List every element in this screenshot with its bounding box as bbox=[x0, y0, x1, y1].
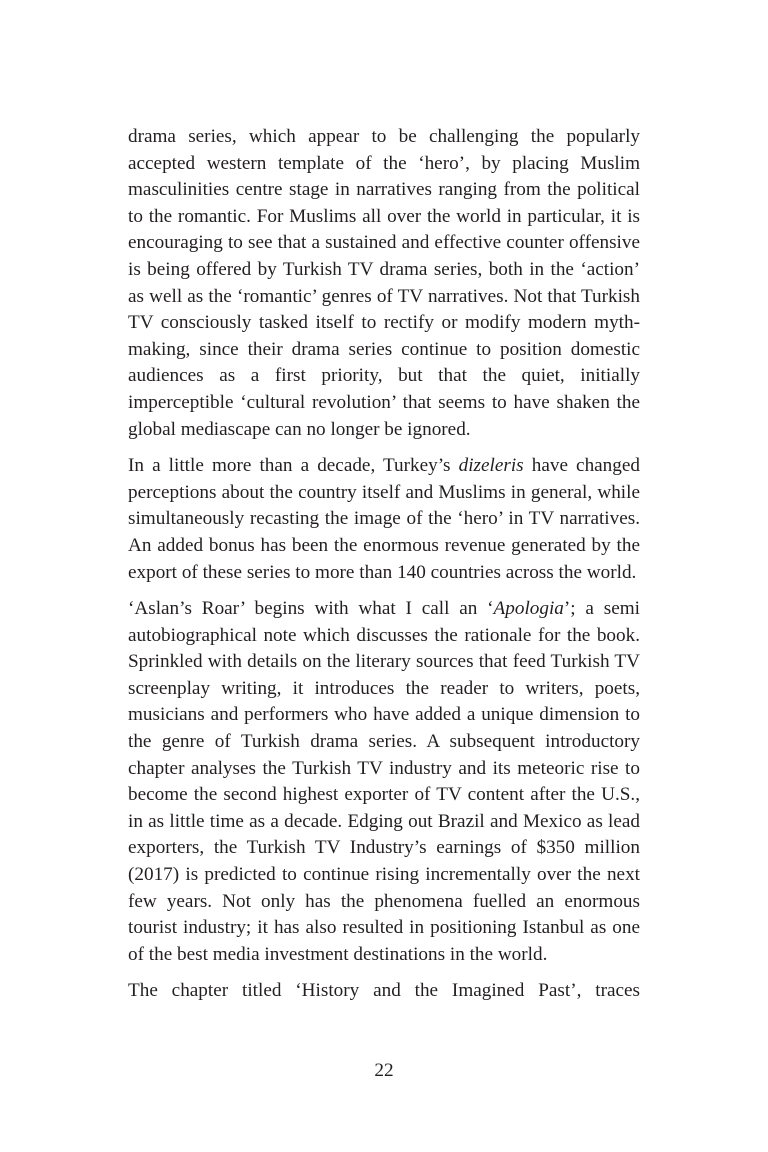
italic-term-dizeleris: dizeleris bbox=[458, 455, 524, 477]
page-number: 22 bbox=[374, 1060, 394, 1081]
paragraph-dizeleris bbox=[128, 453, 640, 586]
paragraph-history-chapter: The chapter titled ‘History and the Imagined Past’, traces bbox=[128, 980, 640, 1002]
body-text bbox=[128, 124, 640, 1005]
paragraph-aslans-roar bbox=[128, 596, 640, 968]
paragraph-intro: drama series, which appear to be challenging the popularly accepted western template of the ‘hero’, by placing Muslim masculinities centre stage in narratives ranging from the political to the romantic. For Muslims all over the world in particular, it is encouraging to see that a sustained and effective counter offensive is being offered by Turkish TV drama series, both in the ‘action’ as well as the ‘romantic’ genres of TV narratives. Not that Turkish TV consciously tasked itself to rectify or modify modern myth-making, since their drama series continue to position domestic audiences as a first priority, but that the quiet, initially imperceptible ‘cultural revolution’ that seems to have shaken the global mediascape can no longer be ignored. bbox=[128, 126, 640, 440]
paragraph-aslans-roar-after: ’; a semi autobiographical note which discusses the rationale for the book. Sprinkled with details on the literary sources that feed Turkish TV screenplay writing, it introduces the reader to writers, poets, musicians and performers who have added a unique dimension to the genre of Turkish drama series. A subsequent introductory chapter analyses the Turkish TV industry and its meteoric rise to become the second highest exporter of TV content after the U.S., in as little time as a decade. Edging out Brazil and Mexico as lead exporters, the Turkish TV Industry’s earnings of $350 million (2017) is predicted to continue rising incrementally over the next few years. Not only has the phenomena fuelled an enormous tourist industry; it has also resulted in positioning Istanbul as one of the best media investment destinations in the world. bbox=[128, 598, 640, 965]
paragraph-dizeleris-after: have changed perceptions about the country itself and Muslims in general, while simultaneously recasting the image of the ‘hero’ in TV narratives. An added bonus has been the enormous revenue generated by the export of these series to more than 140 countries across the world. bbox=[128, 455, 640, 583]
paragraph-dizeleris-before: In a little more than a decade, Turkey’s bbox=[128, 455, 459, 477]
paragraph-aslans-roar-before: ‘Aslan’s Roar’ begins with what I call an ‘ bbox=[128, 598, 494, 620]
italic-term-apologia: Apologia bbox=[493, 598, 564, 620]
